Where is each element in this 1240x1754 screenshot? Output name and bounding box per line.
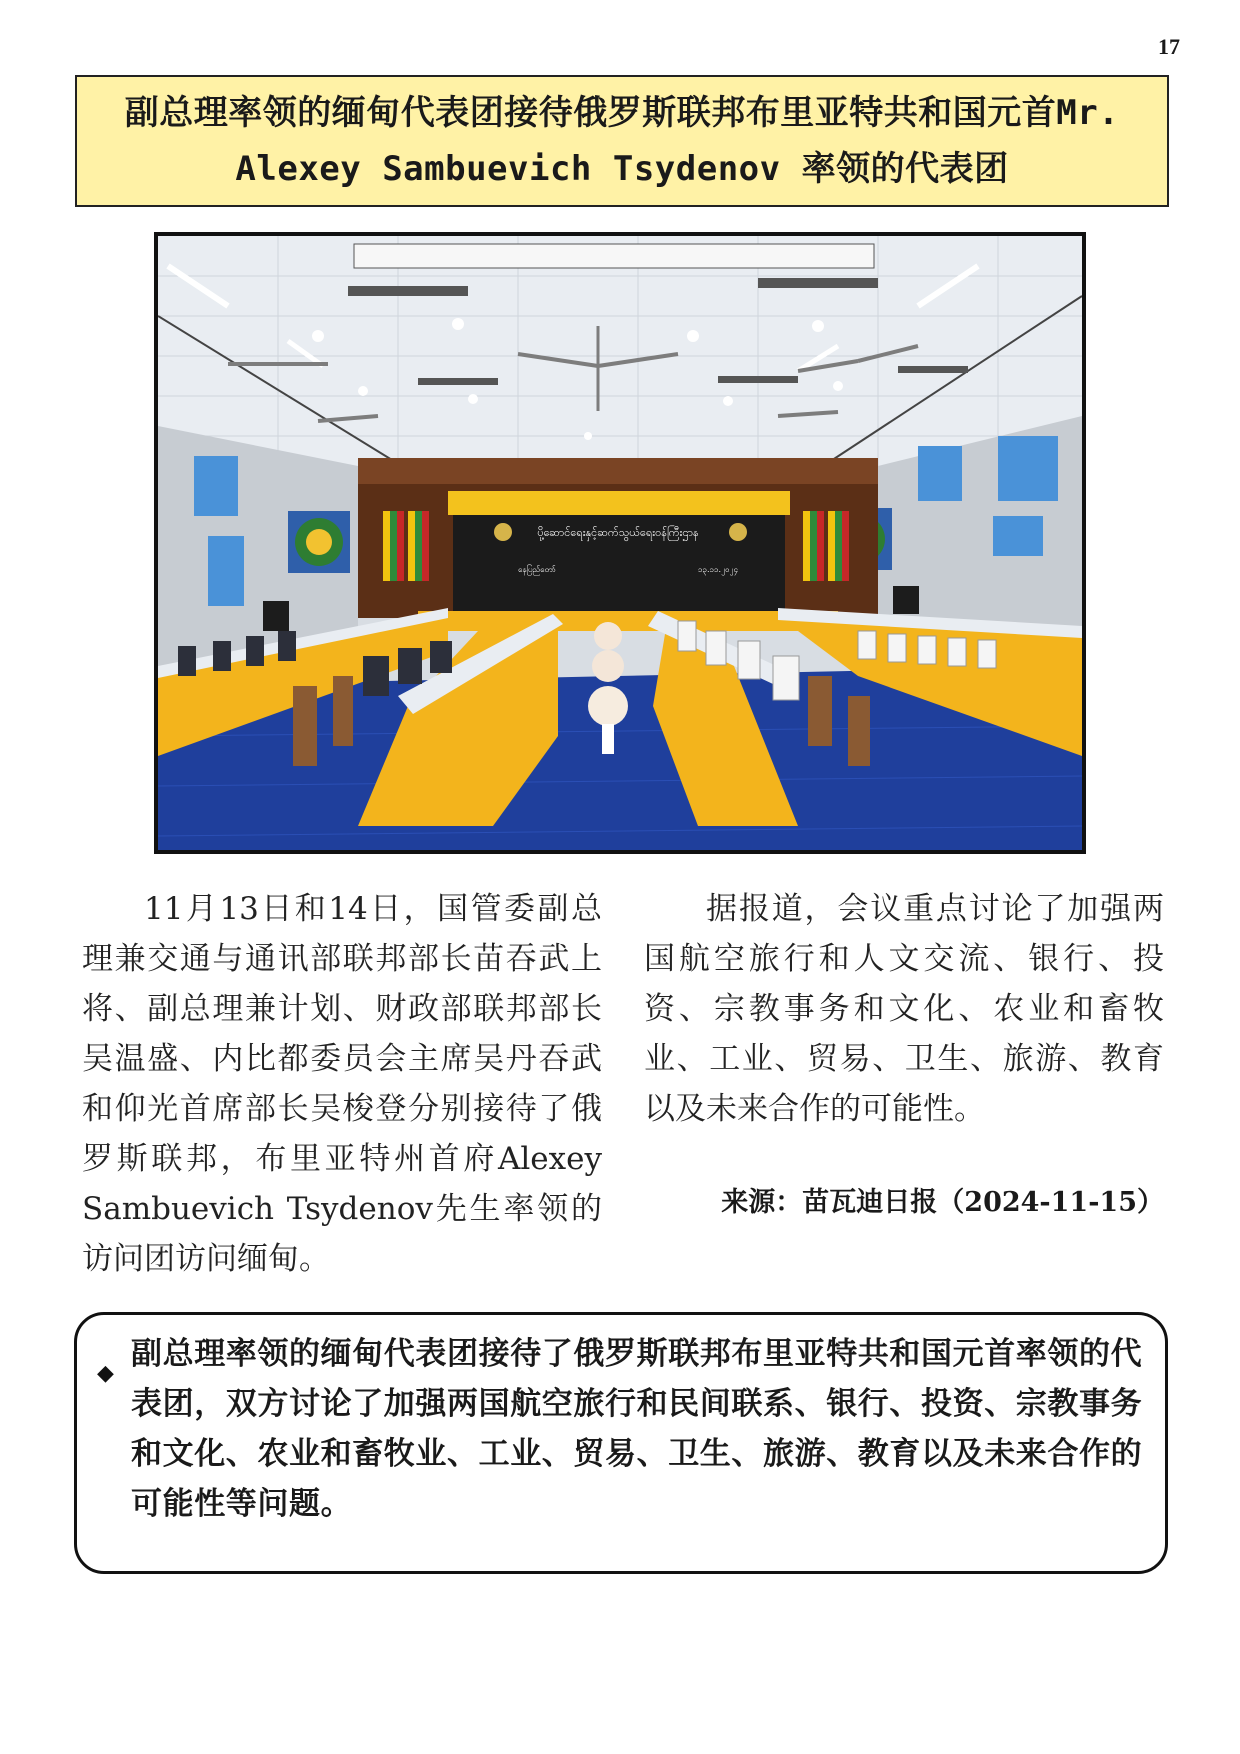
meeting-photo — [154, 232, 1086, 854]
diamond-bullet-icon: ◆ — [97, 1361, 114, 1386]
article-left-column — [82, 884, 602, 1284]
summary-text: 副总理率领的缅甸代表团接待了俄罗斯联邦布里亚特共和国元首率领的代表团，双方讨论了加强两国航空旅行和民间联系、银行、投资、宗教事务和文化、农业和畜牧业、工业、贸易、卫生、旅游、教育以及未来合作的可能性等问题。 — [131, 1336, 1143, 1522]
headline-line-1: 副总理率领的缅甸代表团接待俄罗斯联邦布里亚特共和国元首Mr. — [124, 93, 1120, 133]
page-number: 17 — [1158, 34, 1180, 59]
summary-box — [74, 1312, 1168, 1574]
banner-subtext: နေပြည်တော် — [518, 565, 556, 574]
article-right-column — [644, 884, 1164, 1134]
article-paragraph-1: 11月13日和14日，国管委副总理兼交通与通讯部联邦部长苗吞武上将、副总理兼计划、财政部联邦部长吴温盛、内比都委员会主席吴丹吞武和仰光首席部长吴梭登分别接待了俄罗斯联邦，布里亚特州首府Alexey Sambuevich Tsydenov先生率领的访问团访问缅甸。 — [82, 891, 602, 1277]
banner-text: ပို့ဆောင်ရေးနှင့်ဆက်သွယ်ရေးဝန်ကြီးဌာန — [537, 526, 699, 539]
article-paragraph-2: 据报道，会议重点讨论了加强两国航空旅行和人文交流、银行、投资、宗教事务和文化、农业和畜牧业、工业、贸易、卫生、旅游、教育以及未来合作的可能性。 — [644, 891, 1164, 1127]
banner-date: ၁၃.၁၁.၂၀၂၄ — [698, 565, 738, 574]
headline-box — [75, 75, 1169, 207]
headline-line-2: Alexey Sambuevich Tsydenov 率领的代表团 — [235, 149, 1009, 189]
source-citation: 来源：苗瓦迪日报（2024-11-15） — [721, 1187, 1164, 1218]
